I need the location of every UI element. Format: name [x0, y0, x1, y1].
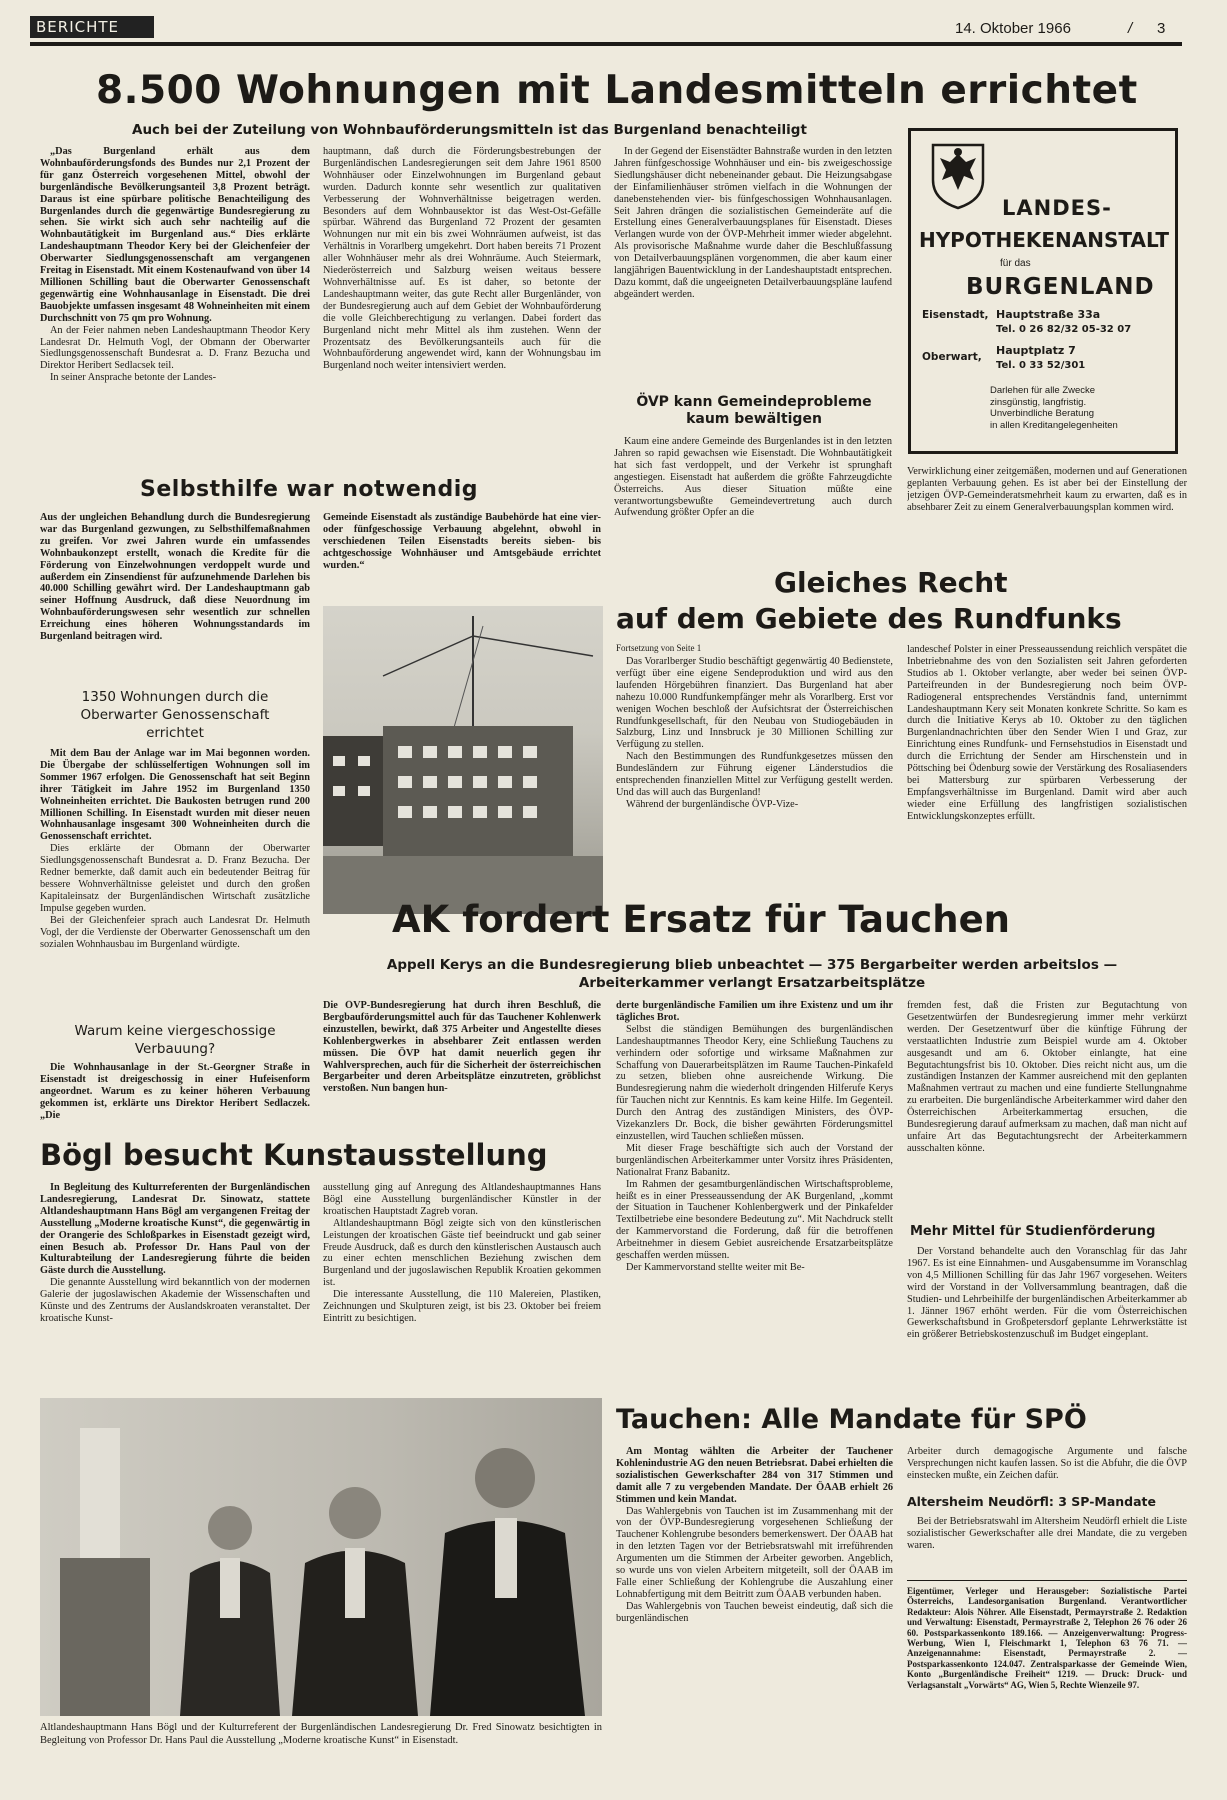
ad-loc1: Eisenstadt, — [922, 309, 989, 321]
tauchen-col1c: Das Wahlergebnis von Tauchen beweist eindeutig, daß sich die burgenländischen — [616, 1600, 893, 1624]
article1-col2-text: hauptmann, daß durch die Förderungsbestrebungen der Burgenländischen Landesregierungen seit dem Jahre 1961 8500 Wohnhäuser oder Einzelwohnungen im Burgenland gebaut wurden. Dadurch konnte sehr wesentlich zur qualitativen Verbesserung der Wohnverhältnisse beigetragen werden. Besonders auf dem Wohnbausektor ist das West-Ost-Gefälle spürbar. Während das Burgenland 72 Prozent der gesamten Wohnungen nur mit ein bis zwei Wohnräumen aufweist, ist das Verhältnis in Vorarlberg umgekehrt. Dort haben bereits 71 Prozent aller Wohnhäuser mehr als drei Wohnräume. Auch Steiermark, Niederösterreich und Salzburg weisen weitaus bessere Wohnverhältnisse auf. Es ist daher, so betonte der Landeshauptmann weiter, das gute Recht aller Burgenländer, von der Bundesregierung auch auf dem Gebiet der Wohnbauförderung die volle Gleichberechtigung zu verlangen. Dabei fordert das Burgenland nicht mehr Mittel als ihm zustehen. Wenn der Prozentsatz des Bevölkerungsanteils auch für die Wohnbauförderung angewendet wird, kann der Wohnungsbau im Burgenland noch weiter intensiviert werden. — [323, 146, 601, 372]
neudoerfl-text-p: Bei der Betriebsratswahl im Altersheim Neudörfl erhielt die Liste sozialistischer Gewerkschafter alle drei Mandate, die zu vergeben waren. — [907, 1516, 1187, 1551]
article1-col3-text: In der Gegend der Eisenstädter Bahnstraße wurden in den letzten Jahren fünfgeschossige Wohnhäuser und ein- bis zweigeschossige Siedlungshäuser dicht nebeneinander gebaut. Die Heizungsabgase der Einfamilienhäuser strömen vielfach in die Wohnungen der danebenstehenden vier- bis fünfgeschossigen Wohnhausanlagen. Seit Jahren drängen die sozialistischen Gemeinderäte auf die Erstellung eines Generalverbauungsplanes für Eisenstadt. Dieses Verlangen wurde von der ÖVP-Mehrheit immer wieder abgelehnt. Als provisorische Maßnahme wurde daher die Beschlußfassung von Detailverbauungsplänen vorgenommen, die aber kaum einer langjährigen Bauentwicklung in der Landeshauptstadt entsprechen. Dazu kommt, daß die ungeeigneten Detailverbauungspläne laufend abgeändert werden. — [614, 146, 892, 300]
photo-caption-text: Altlandeshauptmann Hans Bögl und der Kulturreferent der Burgenländischen Landesregierung Dr. Fred Sinowatz besichtigten in Begleitung von Professor Dr. Hans Paul die Ausstellung „Moderne kroatische Kunst“ in Eisenstadt. — [40, 1722, 602, 1746]
boegl-col1 — [40, 1182, 310, 1392]
ad-slogan4: in allen Kreditangelegenheiten — [990, 419, 1118, 431]
article1-col1 — [40, 146, 310, 464]
p1350-a: Mit dem Bau der Anlage war im Mai begonnen worden. Die Übergabe der schlüsselfertigen Wohnungen soll im Sommer 1967 erfolgen. Die Genossenschaft hat seit Beginn ihrer Tätigkeit im Jahre 1952 im Burgenland 1350 Wohneinheiten errichtet. Die Baukosten betrugen rund 200 Millionen Schilling. In Eisenstadt wurden mit dieser neuen Wohnhausanlage insgesamt 300 Wohneinheiten durch die Genossenschaft errichtet. — [40, 748, 310, 843]
ad-title1: LANDES- — [1002, 196, 1112, 220]
building-photo — [323, 606, 603, 914]
boegl-col2 — [323, 1182, 601, 1392]
article1-lead: „Das Burgenland erhält aus dem Wohnbauförderungsfonds des Bundes nur 2,1 Prozent der für ganz Österreich vorgesehenen Mittel, obwohl der burgenländische Bevölkerungsanteil 3,8 Prozent beträgt. Daraus ist eine spürbare politische Benachteiligung des Burgenlandes durch die gegenwärtige Bundesregierung zu sehen. Sie wirkt sich auch sehr nachteilig auf die Wohnbautätigkeit im Burgenland aus.“ Dies erklärte Landeshauptmann Theodor Kery bei der Gleichenfeier der Oberwarter Siedlungsgenossenschaft am vergangenen Freitag in Eisenstadt. Mit einem Kostenaufwand von über 14 Millionen Schilling baut die Oberwarter Genossenschaft gegenwärtig eine Wohnhausanlage in Eisenstadt. Die drei Bauobjekte umfassen insgesamt 48 Wohneinheiten mit einem Durchschnitt von 75 qm pro Wohnung. — [40, 146, 310, 324]
rundfunk-headline1: Gleiches Recht — [774, 566, 1008, 599]
building-drawing — [323, 606, 603, 914]
ak-subheadline: Appell Kerys an die Bundesregierung blieb unbeachtet — 375 Bergarbeiter werden arbeitslos — Arbeiterkammer verlangt Ersatzarbeitsplätze — [386, 957, 1118, 991]
ad-addr1: Hauptstraße 33a — [996, 308, 1101, 321]
ak-col1-text: Die ÖVP-Bundesregierung hat durch ihren Beschluß, die Bergbauförderungsmittel auch für das Tauchener Kohlenwerk einzustellen, bewirkt, daß 375 Arbeiter und Angestellte dieses Kohlenbergwerkes in absehbarer Zeit entlassen werden müssen. Die ÖVP hat damit neuerlich gegen ihr Wahlversprechen, auch für die Sicherheit der österreichischen Bergarbeiter und deren Arbeitsplätze einzutreten, gröblichst verstoßen. Nun bangen hun- — [323, 1000, 601, 1095]
rundfunk-fortsetzung: Fortsetzung von Seite 1 — [616, 643, 702, 653]
ak-col1 — [323, 1000, 601, 1160]
col-1350 — [40, 748, 310, 1010]
tauchen-col1b: Das Wahlergebnis von Tauchen ist im Zusammenhang mit der von der ÖVP-Bundesregierung vorgesehenen Schließung der Tauchener Kohlengrube besonders bemerkenswert. Der ÖAAB hat in den letzten Tagen vor der Betriebsratswahl mit irreführenden Argumenten um die Stimmen der Arbeiter geworben. Angeblich, so wurde uns von vielen Arbeitern mitgeteilt, soll der ÖAAB im Falle einer Schließung der Kohlengrube die Auszahlung einer Lohnabfertigung mit dem Beitritt zum ÖAAB verbunden haben. — [616, 1505, 893, 1600]
ad-slogan3: Unverbindliche Beratung — [990, 408, 1095, 419]
article1-col4 — [907, 466, 1187, 550]
sub-neudoerfl: Altersheim Neudörfl: 3 SP-Mandate — [907, 1494, 1156, 1509]
article1-col3b — [614, 436, 892, 556]
ad-loc2: Oberwart, — [922, 351, 982, 363]
exhibition-photo — [40, 1398, 602, 1716]
tauchen-col1-lead: Am Montag wählten die Arbeiter der Tauchener Kohlenindustrie AG den neuen Betriebsrat. Dabei erhielten die sozialistischen Gewerkschafter 284 von 317 Stimmen und damit alle 7 zu vergebenden Mandate. Der ÖAAB erhielt 26 Stimmen und kein Mandat. — [616, 1446, 893, 1505]
main-subheadline: Auch bei der Zuteilung von Wohnbauförderungsmitteln ist das Burgenland benachteiligt — [132, 122, 807, 138]
ak-col2c-text: Im Rahmen der gesamtburgenländischen Wirtschaftsprobleme, heißt es in einer Presseaussendung der AK Burgenland, „kommt der Situation in Tauchener Kohlenbergwerk und der Pinkafelder Textilbetriebe eine besondere Bedeutung zu“. Mit Nachdruck stellt der Kammervorstand die Forderung, daß für die betroffenen Arbeitnehmer in diesem Gebiet ausreichende Ersatzarbeitsplätze geschaffen werden müssen. — [616, 1178, 893, 1262]
ad-fuer: für das — [1000, 258, 1031, 269]
page-number: 3 — [1157, 20, 1166, 37]
impressum-rule — [907, 1580, 1187, 1581]
boegl-col1-lead: In Begleitung des Kulturreferenten der Burgenländischen Landesregierung, Landesrat Dr. Sinowatz, stattete Altlandeshauptmann Hans Bögl am vergangenen Freitag der Ausstellung „Moderne kroatische Kunst“, die gegenwärtig in der Orangerie des Schloßparkes in Eisenstadt gezeigt wird, einen Besuch ab. Professor Dr. Hans Paul von der Kulturabteilung der Landesregierung führte die beiden Gäste durch die Ausstellung. — [40, 1182, 310, 1277]
impressum-text: Eigentümer, Verleger und Herausgeber: Sozialistische Partei Österreichs, Landesorganisation Burgenland. Verantwortlicher Redakteur: Alois Nöhrer. Alle Eisenstadt, Permayrstraße 2. Redaktion und Verwaltung: Eisenstadt, Permayrstraße 2, Telephon 26 76 oder 26 60. Postsparkassenkonto 189.166. — Anzeigenverwaltung: Progress-Werbung, Wien I, Fleischmarkt 1, Telephon 63 76 71. — Anzeigenannahme: Eisenstadt, Permayrstraße 2. — Postsparkassenkonto 124.047. Zentralsparkasse der Gemeinde Wien, Konto „Burgenländische Freiheit“ 1219. — Druck: Druck- und Verlagsanstalt „Vorwärts“ AG, Wien 5, Rechte Wienzeile 97. — [907, 1586, 1187, 1690]
article1-col4-text: Verwirklichung einer zeitgemäßen, modernen und auf Generationen geplanten Verbauung gehen. Es ist aber bei der Einstellung der jetzigen ÖVP-Gemeinderatsmehrheit kaum zu erwarten, daß es in absehbarer Zeit zu einem Generalverbauungsplan kommen wird. — [907, 466, 1187, 513]
boegl-col2-text: ausstellung ging auf Anregung des Altlandeshauptmannes Hans Bögl eine Ausstellung burgenländischer Künstler in der kroatischen Hauptstadt Zagreb voran. — [323, 1182, 601, 1217]
sub-oevp: ÖVP kann Gemeindeprobleme kaum bewältigen — [636, 394, 872, 427]
sub-1350: 1350 Wohnungen durch die Oberwarter Genossenschaft errichtet — [80, 689, 270, 741]
tauchen-col2-text: Arbeiter durch demagogische Argumente und falsche Versprechungen nicht kaufen lassen. So ist die Abfuhr, die die ÖVP einstecken mußte, ein Zeichen dafür. — [907, 1446, 1187, 1481]
rundfunk-col1 — [616, 656, 893, 906]
ad-slogan2: zinsgünstig, langfristig. — [990, 396, 1087, 408]
ad-tel2: Tel. 0 33 52/301 — [996, 360, 1086, 371]
p1350-b: Dies erklärte der Obmann der Oberwarter Siedlungsgenossenschaft Bundesrat a. D. Franz Bezucha. Der Redner bemerkte, daß damit auch ein bedeutender Beitrag für bessere Wohnverhältnisse geleistet und durch den großen Kapitaleinsatz der Burgenländischen Wirtschaft zusätzliche Impulse gegeben wurden. — [40, 843, 310, 914]
p1350-c: Bei der Gleichenfeier sprach auch Landesrat Dr. Helmuth Vogl, der die Verdienste der Oberwarter Genossenschaft um den sozialen Wohnhausbau im Burgenland würdigte. — [40, 914, 310, 950]
ak-col3-text: fremden fest, daß die Fristen zur Begutachtung von Gesetzentwürfen der Bundesregierung immer mehr verkürzt werden. Der Gesetzentwurf über die künftige Führung der verstaatlichten Industrie zum Beispiel wurde am 4. Oktober ausgesandt und am 6. Oktober einlangte, hat eine Begutachtungsfrist bis 10. Oktober. Dies reicht nicht aus, um die zuständigen Instanzen der Kammer ausreichend mit den geplanten Maßnahmen vertraut zu machen und eine fundierte Stellungnahme zu erarbeiten. Die burgenländische Arbeiterkammer wird daher den Österreichischen Arbeiterkammertag ersuchen, die Bundesregierung darauf aufmerksam zu machen, daß man nicht auf unfaire Art das Begutachtungsrecht der Arbeiterkammern ausschalten könne. — [907, 1000, 1187, 1154]
selbsthilfe-col1-text: Aus der ungleichen Behandlung durch die Bundesregierung war das Burgenland gezwungen, zu Selbsthilfemaßnahmen zu greifen. Vor zwei Jahren wurde ein umfassendes Wohnbaukonzept erstellt, wonach die Kredite für die Förderung von Einzelwohnungen verdoppelt wurde und außerdem ein Zinsendienst für aufzunehmende Darlehen bis 40.000 Schilling gewährt wird. Der Landeshauptmann gab seiner Hoffnung Ausdruck, daß diese Neuordnung im Wohnbauförderungswesen sehr wesentlich zur schnellen Erreichung eines höheren Wohnungsstandards im Burgenland beitragen wird. — [40, 512, 310, 643]
article1-p2: An der Feier nahmen neben Landeshauptmann Theodor Kery Landesrat Dr. Helmuth Vogl, der Obmann der Oberwarter Siedlungsgenossenschaft Bundesrat a. D. Franz Bezucha und Direktor Heribert Sedlacsek teil. — [40, 324, 310, 372]
ad-slogan1: Darlehen für alle Zwecke — [990, 385, 1096, 396]
selbsthilfe-col1 — [40, 512, 310, 680]
ak-col3 — [907, 1000, 1187, 1216]
tauchen-headline: Tauchen: Alle Mandate für SPÖ — [616, 1404, 1087, 1435]
header-date: 14. Oktober 1966 — [955, 20, 1071, 37]
ad-title2: HYPOTHEKENANSTALT — [918, 228, 1170, 252]
rundfunk-col1-text: Das Vorarlberger Studio beschäftigt gegenwärtig 40 Bedienstete, verfügt über eine eigene Sendeproduktion und wird aus den laufenden Hörgebühren finanziert. Das Burgenland hat aber nahezu 10.000 Rundfunkempfänger mehr als Vorarlberg. Erst vor wenigen Wochen beschloß der Aufsichtsrat der Österreichischen Rundfunkgesellschaft, für den Neubau von Studiogebäuden in Salzburg, Linz und Innsbruck je 30 Millionen Schilling zur Verfügung zu stellen. — [616, 656, 893, 751]
rundfunk-col1b-text: Nach den Bestimmungen des Rundfunkgesetzes müssen den Bundesländern zur Führung eigener Länderstudios die entsprechenden finanziellen Mittel zur Verfügung gestellt werden. Und das will auch das Burgenland! — [616, 751, 893, 798]
rundfunk-headline2: auf dem Gebiete des Rundfunks — [616, 602, 1122, 635]
coat-of-arms-icon — [928, 140, 988, 210]
impressum — [907, 1586, 1187, 1706]
ak-col3b — [907, 1246, 1187, 1396]
ad-slogan — [990, 385, 1174, 431]
ad-tel1: Tel. 0 26 82/32 05-32 07 — [996, 324, 1132, 335]
article1-p3: In seiner Ansprache betonte der Landes- — [50, 372, 217, 384]
tauchen-col2 — [907, 1446, 1187, 1490]
article1-col2 — [323, 146, 601, 464]
ak-headline: AK fordert Ersatz für Tauchen — [392, 898, 1011, 941]
rundfunk-col1c-text: Während der burgenländische ÖVP-Vize- — [626, 798, 799, 810]
main-headline: 8.500 Wohnungen mit Landesmitteln errichtet — [96, 68, 1138, 113]
section-label: BERICHTE — [36, 18, 120, 36]
article1-col3 — [614, 146, 892, 392]
rundfunk-col2-text: landeschef Polster in einer Presseaussendung reichlich verspätet die Inbetriebnahme des von den Sozialisten seit Jahren geforderten Studios ab 1. Oktober verlangte, aber weder bei seinen ÖVP-Parteifreunden in der Bundesregierung noch beim ÖVP-Radiogeneral entsprechendes Verständnis fand, unternimmt Landeshauptmann Kery seit Monaten konkrete Schritte. So kam es durch die Initiative Kerys ab 10. Oktober zu den täglichen Burgenlandnachrichten über den Sender Wien I und Graz, zur Einrichtung eines Rundfunk- und Fernsehstudios in Eisenstadt und durch die Errichtung der Sender am Hirschenstein und in Pöttsching bei Ödenburg sowie der Verstärkung des Rosaliasenders bei Mattersburg zur spürbaren Verbesserung der Empfangsverhältnisse im Burgenland. Damit wird aber auch wieder eine Erfüllung des langfristigen sozialistischen Entwicklungskonzeptes erfüllt. — [907, 644, 1187, 822]
ak-col2b-text: Mit dieser Frage beschäftigte sich auch der Vorstand der burgenländischen Arbeiterkammer unter Vorsitz ihres Präsidenten, Nationalrat Franz Babanitz. — [616, 1142, 893, 1178]
photo-caption — [40, 1722, 602, 1770]
ak-col2-text: Selbst die ständigen Bemühungen des burgenländischen Landeshauptmannes Theodor Kery, eine Schließung Tauchens zu verhindern oder sofortige und wirksame Maßnahmen zur Schaffung von Dauerarbeitsplätzen im Raume Tauchen-Pinkafeld zu setzen, blieben ohne ausreichende Wirkung. Die Bundesregierung nahm die wiederholt dringenden Hilferufe Kerys für Tauchen nicht zur Kenntnis. Es kam keine Hilfe. Im Gegenteil. Durch den Antrag des zuständigen Ministers, des ÖVP-Vizekanzlers Dr. Bock, die bisher gewährten Förderungsmittel einzustellen, wird Tauchen schließen müssen. — [616, 1023, 893, 1142]
warum-text-p: Die Wohnhausanlage in der St.-Georgner Straße in Eisenstadt ist dreigeschossig in einer Hufeisenform angeordnet. Warum es zu keiner höheren Verbauung gekommen ist, erklärte uns Direktor Heribert Sedlaczek. „Die — [40, 1062, 310, 1121]
ad-title3: BURGENLAND — [966, 274, 1155, 300]
ak-col3b-text: Der Vorstand behandelte auch den Voranschlag für das Jahr 1967. Es ist eine Einnahmen- und Ausgabensumme im Voranschlag von 4,5 Millionen Schilling für das Jahr 1967 vorgesehen. Weiters wird der Vorstand in der Vollversammlung beantragen, daß die Studien- und Lehrbeihilfe der burgenländischen Arbeiterkammer ab 1. Jänner 1967 erhöht werden. Für die vom Österreichischen Gewerkschaftsbund in Großpetersdorf geplante Lehrwerkstätte ist ein größerer Betriebskostenzuschuß im Budget eingeplant. — [907, 1246, 1187, 1341]
exhibition-drawing — [40, 1398, 602, 1716]
ak-col2 — [616, 1000, 893, 1394]
header-rule — [30, 42, 1182, 46]
boegl-col2c-text: Die interessante Ausstellung, die 110 Malereien, Plastiken, Zeichnungen und Skulpturen zeigt, ist bis 23. Oktober bei freiem Eintritt zu besichtigen. — [323, 1289, 601, 1324]
article1-col3b-text: Kaum eine andere Gemeinde des Burgenlandes ist in den letzten Jahren so rapid gewachsen wie Eisenstadt. Die Wohnbautätigkeit hat sich fast verdoppelt, und der Verkehr ist sprunghaft angestiegen. Eisenstadt hat außerdem die größte Fahrzeugdichte Österreichs. Aus dieser Situation müßte eine verantwortungsbewußte Gemeindevertretung auch durch Aufwendung größter Opfer an die — [614, 436, 892, 519]
ad-addr2: Hauptplatz 7 — [996, 344, 1076, 357]
ak-col2d-text: Der Kammervorstand stellte weiter mit Be- — [626, 1261, 805, 1273]
sub-studien: Mehr Mittel für Studienförderung — [910, 1224, 1156, 1239]
rundfunk-col2 — [907, 644, 1187, 906]
sub-warum: Warum keine viergeschossige Verbauung? — [74, 1023, 276, 1057]
selbsthilfe-col2 — [323, 512, 601, 592]
neudoerfl-text — [907, 1516, 1187, 1568]
tauchen-col1 — [616, 1446, 893, 1776]
ak-col2-lead: derte burgenländische Familien um ihre Existenz und um ihr tägliches Brot. — [616, 1000, 893, 1023]
boegl-col2b-text: Altlandeshauptmann Bögl zeigte sich von den künstlerischen Leistungen der kroatischen Gäste tief beeindruckt und gab seiner Freude Ausdruck, daß es durch den künstlerischen Austausch auch zu einer echten menschlichen Beziehung zwischen dem Burgenland und der jugoslawischen Republik Kroatien gekommen ist. — [323, 1217, 601, 1289]
header-sep: / — [1128, 20, 1133, 37]
warum-text — [40, 1062, 310, 1124]
boegl-headline: Bögl besucht Kunstausstellung — [40, 1138, 548, 1172]
selbsthilfe-headline: Selbsthilfe war notwendig — [140, 477, 478, 502]
boegl-col1b: Die genannte Ausstellung wird bekanntlich von der modernen Galerie der jugoslawischen Akademie der Wissenschaften und Künste und des Zentrums der Auslandskroaten veranstaltet. Der kroatische Kunst- — [40, 1277, 310, 1324]
selbsthilfe-col2-text: Gemeinde Eisenstadt als zuständige Baubehörde hat eine vier- oder fünfgeschossige Verbauung abgelehnt, obwohl in verschiedenen Teilen Eisenstadts bereits sieben- bis achtgeschossige Wohnhäuser und Amtsgebäude errichtet wurden.“ — [323, 512, 601, 571]
